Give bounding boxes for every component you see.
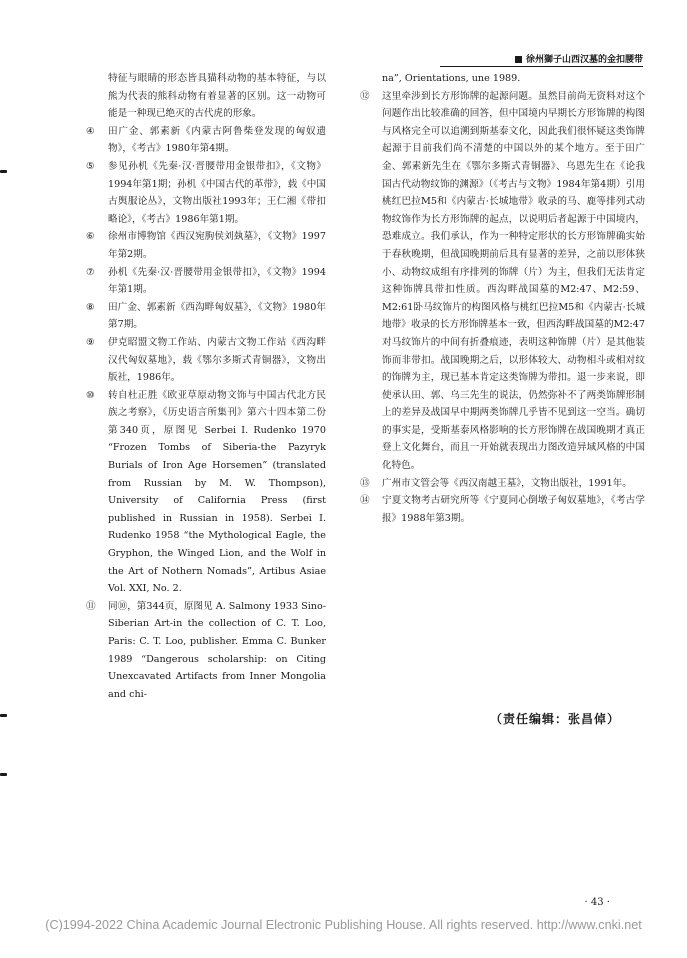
endnote-number: ⑤ [86,160,95,172]
endnote-text: 伊克昭盟文物工作站、内蒙古文物工作站《西沟畔汉代匈奴墓地》，载《鄂尔多斯式青铜器》，文物出版社，1986年。 [108,336,326,384]
endnote-text: 孙机《先秦·汉·晋腰带用金银带扣》，《文物》1994年第1期。 [108,266,326,296]
endnote-text: 宁夏文物考古研究所等《宁夏同心倒墩子匈奴墓地》，《考古学报》1988年第3期。 [382,495,645,524]
endnote-number: ⑦ [86,266,95,278]
endnote-number: ⑨ [86,336,95,348]
endnote [86,158,326,228]
scan-margin-mark [0,773,7,776]
right-column [360,70,645,527]
endnote-text: 这里牵涉到长方形饰牌的起源问题。虽然目前尚无资料对这个问题作出比较准确的回答，但中国境内早期长方形饰牌的构图与风格完全可以追溯到斯基泰文化，因此我们很怀疑这类饰牌起源于目前我们尚不清楚的中国以外的某个地方。至于田广金、郭素新先生在《鄂尔多斯式青铜器》、乌恩先生在《论我国古代动物纹饰的渊源》（《考古与文物》1984年第4期）引用桃红巴拉M5和《内蒙古·长城地带》收录的马、鹿等排列式动物纹饰作为长方形饰牌的起点，以说明后者起源于中国境内，恐难成立。我们承认，作为一种特定形状的长方形饰牌确实始于春秋晚期，但战国晚期前后具有显著的差异，之前以形体狭小、动物纹成组有序排列的饰牌（片）为主，但我们无法肯定这种饰牌具带扣性质。西沟畔战国墓的M2:47、M2:59、M2:61卧马纹饰片的构图风格与桃红巴拉M5和《内蒙古·长城地带》收录的长方形饰牌基本一致，但西沟畔战国墓的M2:47对马纹饰片的中间有折叠痕迹，表明这种饰牌（片）是其他装饰而非带扣。战国晚期之后，以形体较大、动物相斗或相对纹的饰牌为主，现已基本肯定这类饰牌为带扣。退一步来说，即使承认田、郭、乌三先生的说法，仍然弥补不了两类饰牌形制上的差异及战国早中期两类饰牌几乎皆不见到这一空当。确切的事实是，受斯基泰风格影响的长方形饰牌在战国晚期才真正登上文化舞台，而且一开始就表现出力图改造异域风格的中国化特色。 [382,90,645,472]
running-header [440,52,643,65]
header-rule [440,66,643,67]
note-continuation: na”, Orientations, une 1989. [382,73,521,84]
endnote-text: 转自杜正胜《欧亚草原动物文饰与中国古代北方民族之考察》，《历史语言所集刊》第六十四本第二份第340页，原图见 Serbei I. Rudenko 1970 “Frozen Tombs of Siberia-the Pazyryk Burials of Iron Age Horsemen” (translated from Russian by M. W. Thompson), University of California Press (first published in Russian in 1958). Serbei I. Rudenko 1958 “the Mythological Eagle, the Gryphon, the Winged Lion, and the Wolf in the Art of Nothern Nomads”, Artibus Asiae Vol. XXI, No. 2. [108,389,326,595]
running-title: 徐州獅子山西汉墓的金扣腰带 [525,55,643,65]
endnote-number: ⑭ [360,495,370,507]
endnote [86,387,326,598]
endnote [86,299,326,334]
endnote-text: 徐州市博物馆《西汉宛朐侯刘埶墓》，《文物》1997年第2期。 [108,231,326,260]
endnote [360,88,645,475]
endnote-text: 同⑩，第344页，原图见 A. Salmony 1933 Sino-Siberian Art-in the collection of C. T. Loo, Paris: C. T. Loo, publisher. Emma C. Bunker 1989 “Dangerous scholarship: on Citing Unexcavated Artifacts from Inner Mongolia and chi- [108,600,326,700]
endnote [86,334,326,387]
editor-credit: （责任编辑：张昌倬） [489,712,620,726]
endnote [86,598,326,704]
endnote-number: ④ [86,125,95,137]
endnote [86,264,326,299]
scan-margin-mark [0,714,7,717]
endnote-text: 田广金、郭素新《内蒙古阿鲁柴登发现的匈奴遗物》，《考古》1980年第4期。 [108,125,326,155]
endnote [360,492,645,527]
endnote-text: 广州市文管会等《西汉南越王墓》，文物出版社，1991年。 [382,477,632,489]
left-column [86,70,326,703]
endnote-number: ⑥ [86,231,95,243]
endnote-number: ⑩ [86,389,95,401]
endnote-number: ⑬ [360,477,370,489]
scan-margin-mark [0,170,7,173]
endnote-number: ⑪ [86,600,96,612]
endnote [86,123,326,158]
copyright-footer: (C)1994-2022 China Academic Journal Electronic Publishing House. All rights reserved. http://www.cnki.net [45,918,642,932]
endnote-text: 田广金、郭素新《西沟畔匈奴墓》，《文物》1980年第7期。 [108,301,326,331]
endnote-number: ⑧ [86,301,95,313]
header-square-mark [515,56,522,63]
note-continuation: 特征与眼睛的形态皆具猫科动物的基本特征，与以熊为代表的熊科动物有着显著的区别。这一动物可能是一种现已绝灭的古代虎的形象。 [108,73,326,120]
page-number: · 43 · [584,897,610,908]
endnote-text: 参见孙机《先秦·汉·晋腰带用金银带扣》，《文物》1994年第1期；孙机《中国古代的革带》，载《中国古舆服论丛》，文物出版社1993年；王仁湘《带扣略论》，《考古》1986年第1期。 [108,160,326,225]
endnote-number: ⑫ [360,90,370,102]
endnote [86,228,326,263]
endnote [360,475,645,493]
